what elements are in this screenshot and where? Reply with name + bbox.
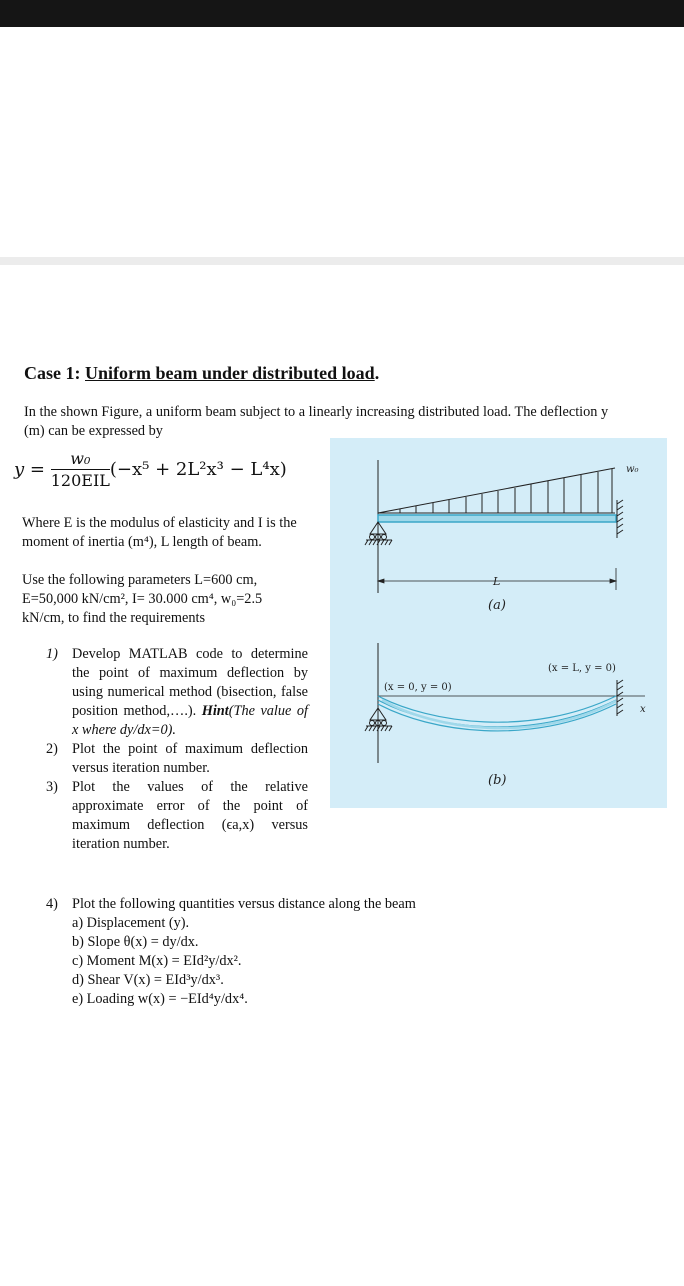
- hint-label: Hint: [201, 703, 229, 719]
- requirement-number: 2): [46, 741, 58, 757]
- intro-paragraph: In the shown Figure, a uniform beam subject to a linearly increasing distributed load. The deflection y (m) can be expressed by: [24, 404, 609, 439]
- equation-lhs: y =: [14, 459, 45, 480]
- figure-b-label: (b): [488, 773, 507, 788]
- requirement-4-text: Plot the following quantities versus distance along the beam: [72, 896, 416, 912]
- requirement-3: 3) Plot the values of the relative approximate error of the point of maximum deflection (ϵa,x) versus iteration number.: [46, 779, 308, 852]
- equation-numerator: w₀: [51, 449, 110, 470]
- fixed-wall-icon: [617, 500, 623, 538]
- equation-denominator: 120EIL: [50, 471, 110, 490]
- quantity-moment: c) Moment M(x) = EId²y/dx².: [72, 953, 242, 969]
- case-title-underlined: Uniform beam under distributed load: [85, 363, 375, 383]
- deflected-beam: [378, 696, 616, 731]
- left-boundary-label: (x = 0, y = 0): [384, 682, 452, 693]
- case-title: Case 1: Uniform beam under distributed load.: [24, 363, 380, 383]
- beam-a: [378, 515, 616, 522]
- section-separator: [0, 257, 684, 265]
- requirements-list: [46, 645, 308, 854]
- w0-label: w₀: [626, 464, 639, 475]
- parameters-paragraph: Use the following parameters L=600 cm, E=50,000 kN/cm², I= 30.000 cm⁴, w₀=2.5 kN/cm, to find the requirements: [22, 572, 263, 626]
- quantity-loading: e) Loading w(x) = −EId⁴y/dx⁴.: [72, 991, 248, 1007]
- requirement-2: 2) Plot the point of maximum deflection versus iteration number.: [46, 741, 308, 776]
- top-bar: [0, 0, 684, 27]
- equation-rhs: (−x⁵ + 2L²x³ − L⁴x): [109, 459, 287, 480]
- definitions-paragraph: Where E is the modulus of elasticity and I is the moment of inertia (m⁴), L length of beam.: [22, 515, 297, 550]
- equation-fraction: [51, 449, 110, 490]
- distributed-load: [378, 468, 615, 513]
- requirement-1: 1) Develop MATLAB code to determine the point of maximum deflection by using numerical method (bisection, false position method,….). Hint(The value of x where dy/dx=0).: [46, 646, 309, 738]
- right-boundary-label: (x = L, y = 0): [548, 663, 616, 674]
- length-label: L: [493, 575, 501, 588]
- requirement-number: 3): [46, 779, 58, 795]
- figure-a-label: (a): [488, 598, 506, 613]
- fixed-wall-icon: [617, 680, 623, 716]
- requirement-number: 4): [46, 896, 58, 912]
- deflection-equation: [14, 449, 287, 490]
- quantity-displacement: a) Displacement (y).: [72, 915, 190, 931]
- x-axis-label: x: [640, 704, 646, 715]
- beam-figure: [330, 438, 667, 808]
- quantity-shear: d) Shear V(x) = EId³y/dx³.: [72, 972, 224, 988]
- hint-text: (The value of x where dy/dx=0).: [72, 703, 309, 738]
- beam-diagram: [330, 438, 667, 808]
- load-arrows: [400, 469, 612, 513]
- requirement-number: 1): [46, 646, 58, 662]
- quantity-slope: b) Slope θ(x) = dy/dx.: [72, 934, 199, 950]
- quantities-list: [46, 914, 476, 1009]
- requirement-4: [46, 895, 476, 1009]
